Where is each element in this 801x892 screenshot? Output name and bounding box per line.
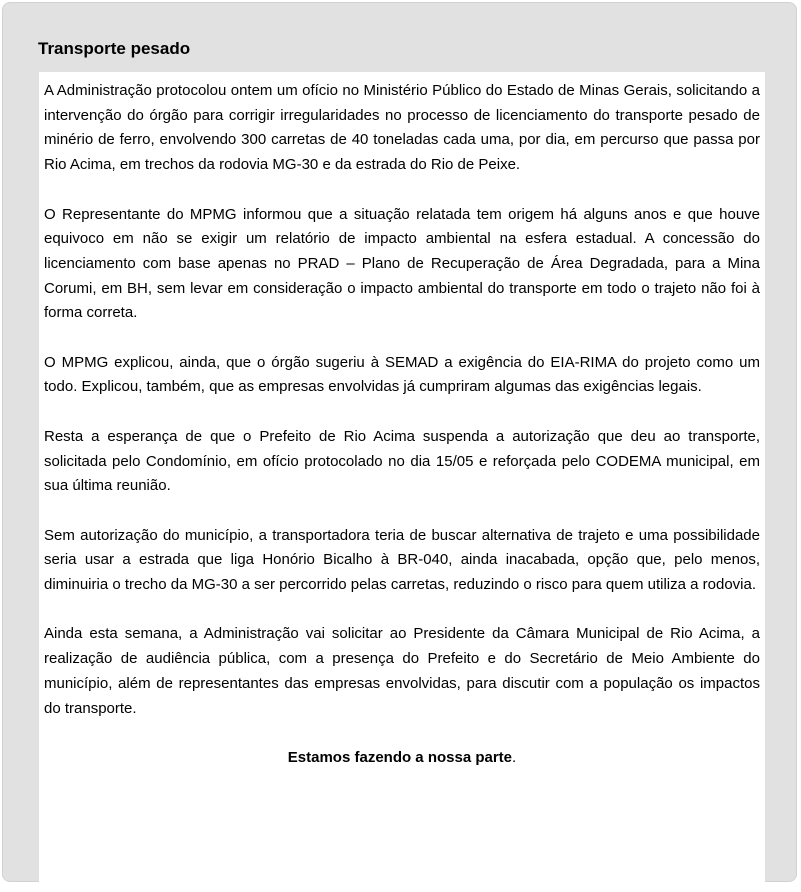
closing-bold-text: Estamos fazendo a nossa parte [287, 748, 513, 766]
panel-title: Transporte pesado [38, 39, 191, 58]
article-body [39, 72, 765, 892]
article-paragraph-5: Sem autorização do município, a transportadora teria de buscar alternativa de trajeto e uma possibilidade seria usar a estrada que liga Honório Bicalho à BR-040, ainda inacabada, opção que, pelo menos, diminuiria o trecho da MG-30 a ser percorrido pelas carretas, reduzindo o risco para quem utiliza a rodovia. [44, 526, 760, 593]
closing-statement [44, 746, 760, 771]
article-paragraph-3: O MPMG explicou, ainda, que o órgão sugeriu à SEMAD a exigência do EIA-RIMA do projeto como um todo. Explicou, também, que as empresas envolvidas já cumpriram algumas das exigências legais. [44, 353, 760, 396]
article-paragraph-6: Ainda esta semana, a Administração vai solicitar ao Presidente da Câmara Municipal de Rio Acima, a realização de audiência pública, com a presença do Prefeito e do Secretário de Meio Ambiente do município, além de representantes das empresas envolvidas, para discutir com a população os impactos do transporte. [44, 625, 760, 717]
article-paragraph-4: Resta a esperança de que o Prefeito de Rio Acima suspenda a autorização que deu ao transporte, solicitada pelo Condomínio, em ofício protocolado no dia 15/05 e reforçada pelo CODEMA municipal, em sua última reunião. [44, 427, 760, 495]
article-paragraph-1: A Administração protocolou ontem um ofício no Ministério Público do Estado de Minas Gerais, solicitando a intervenção do órgão para corrigir irregularidades no processo de licenciamento do transporte pesado de minério de ferro, envolvendo 300 carretas de 40 toneladas cada uma, por dia, em percurso que passa por Rio Acima, em trechos da rodovia MG-30 e da estrada do Rio de Peixe. [44, 82, 760, 174]
closing-period: . [512, 748, 517, 766]
article-paragraph-2: O Representante do MPMG informou que a situação relatada tem origem há alguns anos e que houve equivoco em não se exigir um relatório de impacto ambiental na esfera estadual. A concessão do licenciamento com base apenas no PRAD – Plano de Recuperação de Área Degradada, para a Mina Corumi, em BH, sem levar em consideração o impacto ambiental do transporte em todo o trajeto não foi à forma correta. [44, 205, 760, 322]
article-panel [2, 2, 797, 882]
